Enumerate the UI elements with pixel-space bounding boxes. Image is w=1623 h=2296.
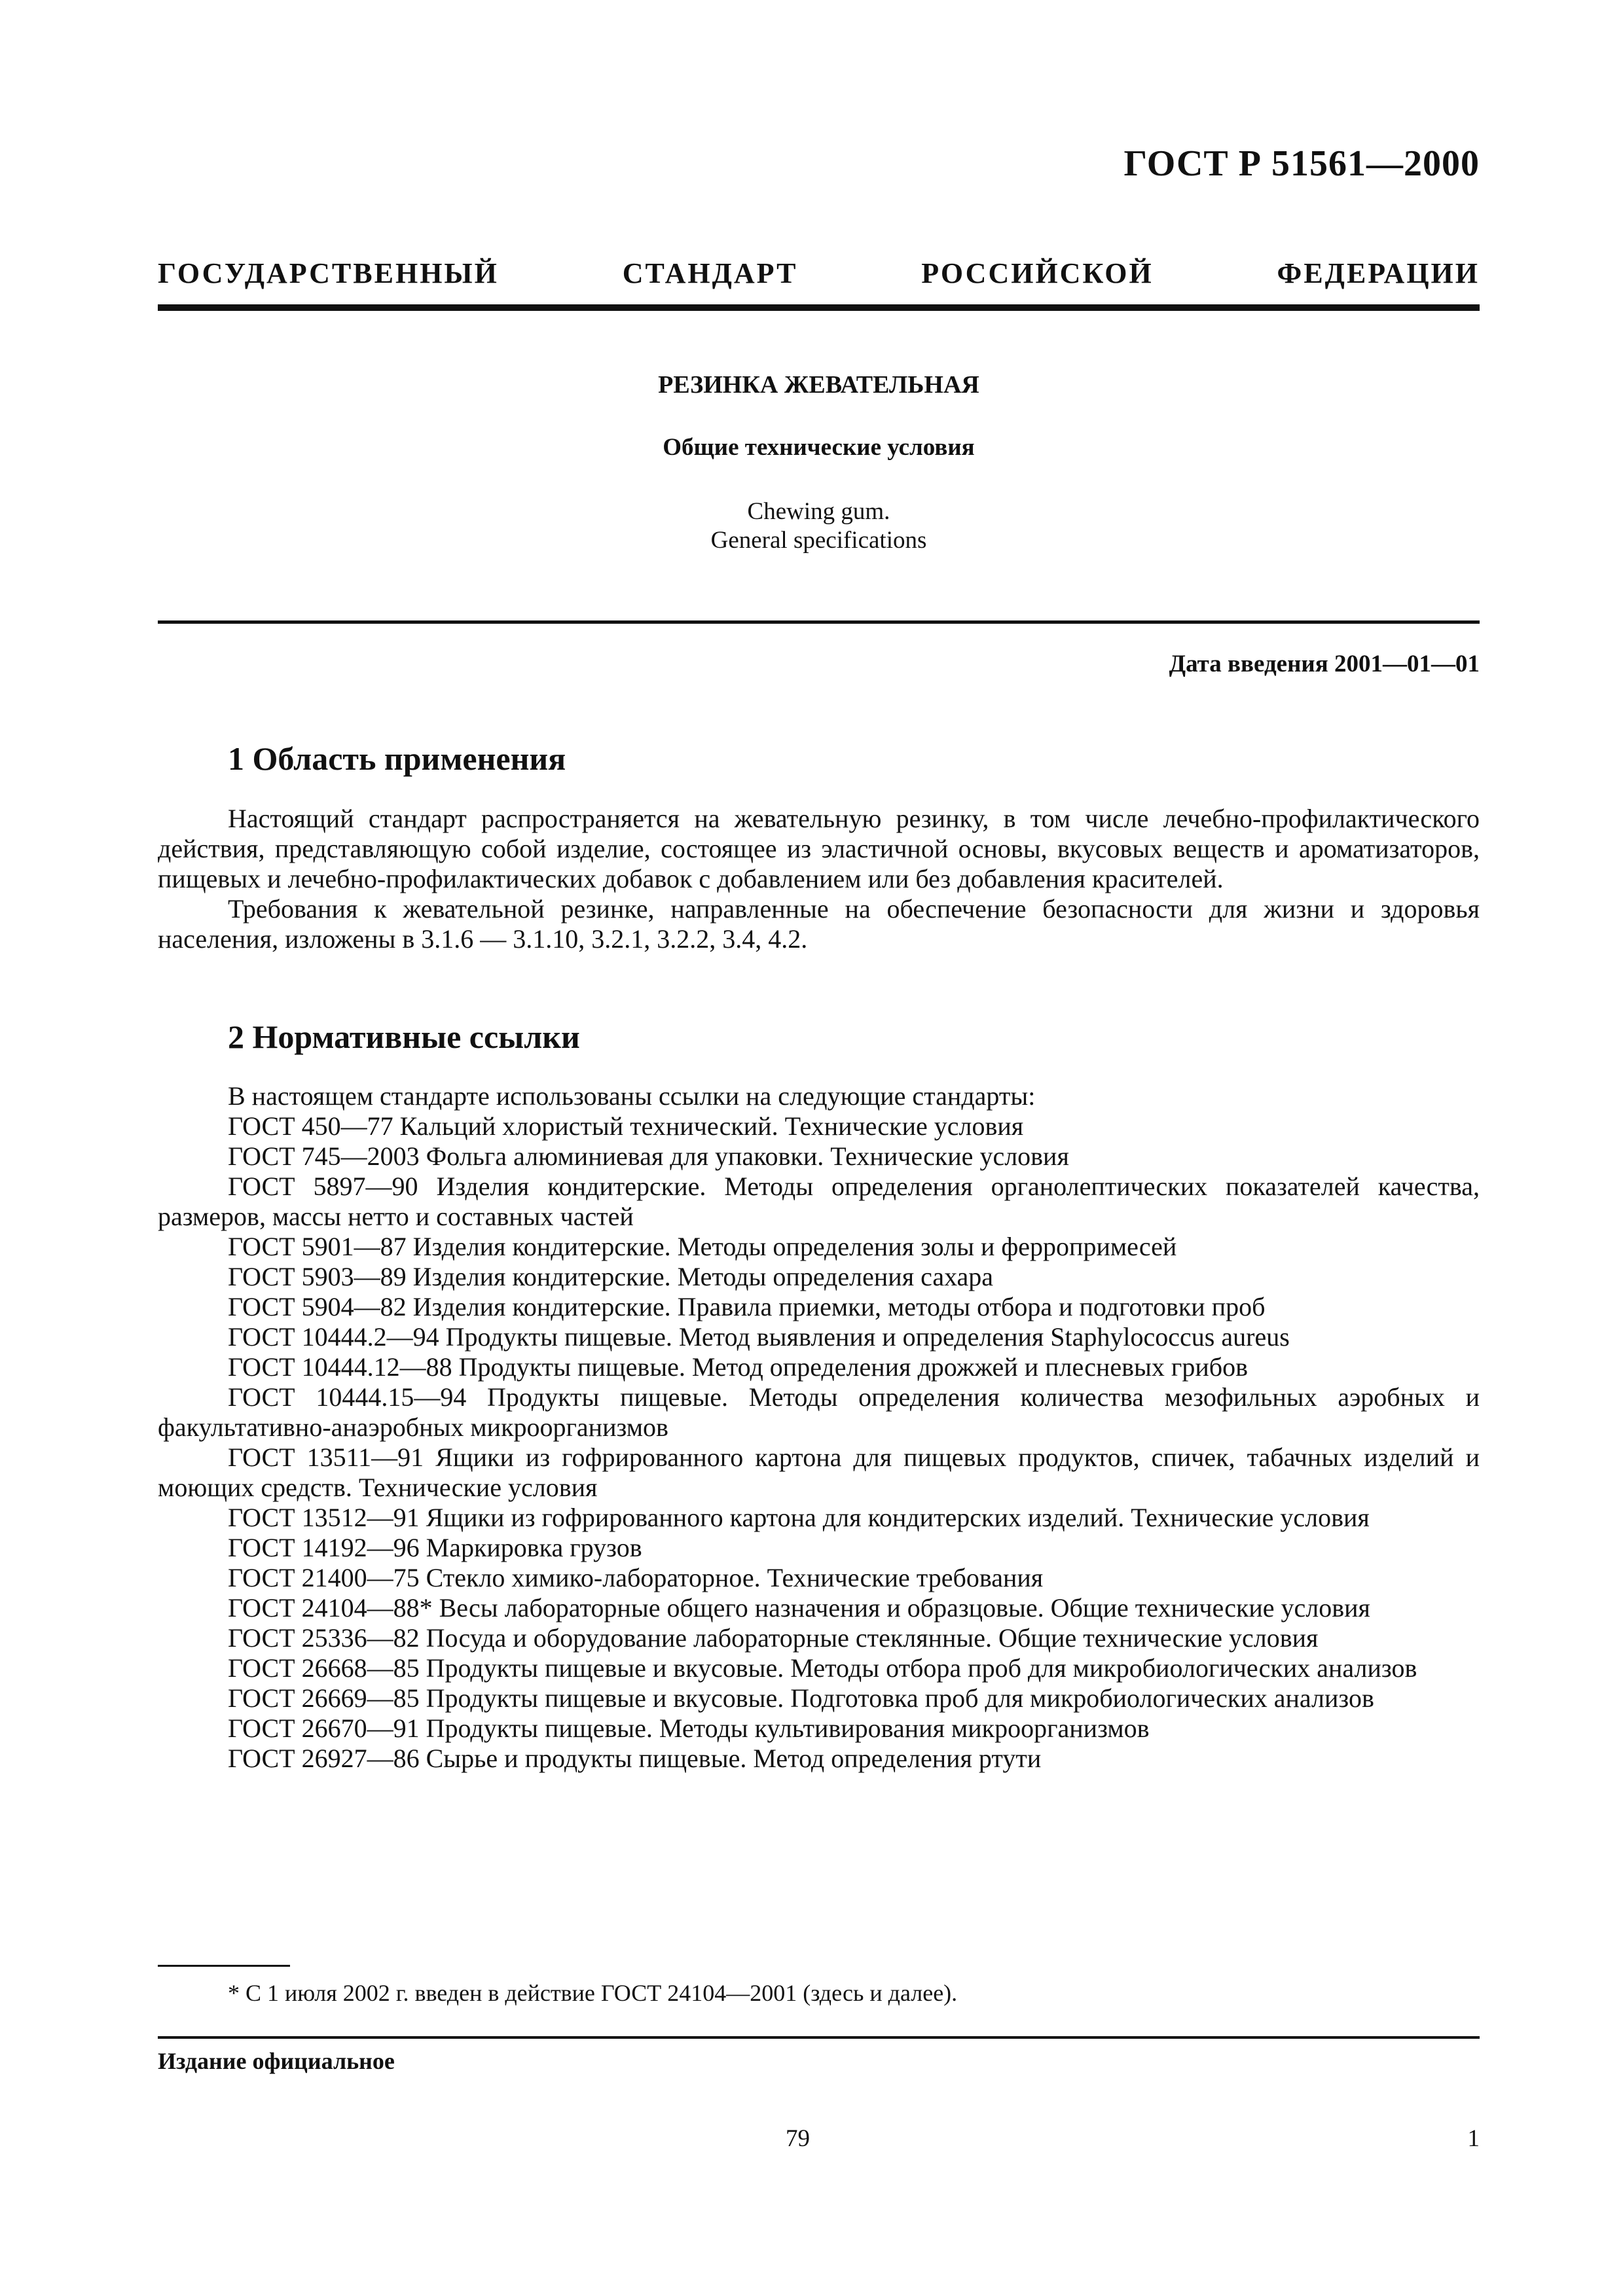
header-divider: [158, 304, 1480, 311]
english-title: [158, 497, 1480, 555]
reference-item: ГОСТ 5901—87 Изделия кондитерские. Методы определения золы и ферропримесей: [228, 1232, 1177, 1261]
section-1-heading: 1 Область применения: [228, 740, 566, 777]
title-divider: [158, 620, 1480, 624]
section-1-paragraph: Настоящий стандарт распространяется на жевательную резинку, в том числе лечебно-профилактического действия, представляющую собой изделие, состоящее из эластичной основы, вкусовых веществ и ароматизаторов, пищевых и лечебно-профилактических добавок с добавлением или без добавления красителей.: [158, 804, 1480, 893]
reference-item: ГОСТ 21400—75 Стекло химико-лабораторное. Технические требования: [228, 1563, 1044, 1592]
reference-item: ГОСТ 10444.15—94 Продукты пищевые. Методы определения количества мезофильных аэробных и факультативно-анаэробных микроорганизмов: [158, 1382, 1480, 1442]
reference-item: ГОСТ 5903—89 Изделия кондитерские. Методы определения сахара: [228, 1262, 994, 1291]
reference-item: ГОСТ 745—2003 Фольга алюминиевая для упаковки. Технические условия: [228, 1141, 1069, 1171]
issuing-agency: ГОСУДАРСТВЕННЫЙ СТАНДАРТ РОССИЙСКОЙ ФЕДЕРАЦИИ: [158, 257, 1480, 289]
reference-item: ГОСТ 26670—91 Продукты пищевые. Методы культивирования микроорганизмов: [228, 1713, 1150, 1743]
reference-item: ГОСТ 14192—96 Маркировка грузов: [228, 1533, 642, 1562]
reference-item: ГОСТ 24104—88* Весы лабораторные общего назначения и образцовые. Общие технические условия: [228, 1593, 1370, 1623]
reference-item: ГОСТ 26927—86 Сырье и продукты пищевые. Метод определения ртути: [228, 1744, 1042, 1773]
reference-item: ГОСТ 10444.2—94 Продукты пищевые. Метод выявления и определения Staphylococcus aureus: [228, 1322, 1290, 1352]
reference-item: ГОСТ 26668—85 Продукты пищевые и вкусовые. Методы отбора проб для микробиологических анализов: [228, 1653, 1417, 1683]
reference-item: ГОСТ 450—77 Кальций хлористый технический. Технические условия: [228, 1111, 1024, 1141]
footnote-divider: [158, 1965, 290, 1967]
section-2-body: [158, 1081, 1480, 1774]
footnote: * С 1 июля 2002 г. введен в действие ГОСТ 24104—2001 (здесь и далее).: [228, 1980, 958, 2006]
section-2-heading: 2 Нормативные ссылки: [228, 1018, 580, 1055]
document-subtitle: Общие технические условия: [663, 434, 975, 461]
reference-item: ГОСТ 5904—82 Изделия кондитерские. Правила приемки, методы отбора и подготовки проб: [228, 1292, 1266, 1321]
section-1-paragraph: Требования к жевательной резинке, направленные на обеспечение безопасности для жизни и здоровья населения, изложены в 3.1.6 — 3.1.10, 3.2.1, 3.2.2, 3.4, 4.2.: [158, 894, 1480, 954]
page-number-center: 79: [786, 2125, 810, 2152]
footer-divider: [158, 2036, 1480, 2039]
page-number-right: 1: [1467, 2125, 1480, 2152]
reference-item: ГОСТ 13512—91 Ящики из гофрированного картона для кондитерских изделий. Технические условия: [228, 1503, 1370, 1532]
reference-item: ГОСТ 10444.12—88 Продукты пищевые. Метод определения дрожжей и плесневых грибов: [228, 1352, 1248, 1382]
references-intro: В настоящем стандарте использованы ссылки на следующие стандарты:: [228, 1081, 1036, 1111]
reference-item: ГОСТ 13511—91 Ящики из гофрированного картона для пищевых продуктов, спичек, табачных изделий и моющих средств. Технические условия: [158, 1443, 1480, 1502]
reference-item: ГОСТ 5897—90 Изделия кондитерские. Методы определения органолептических показателей качества, размеров, массы нетто и составных частей: [158, 1172, 1480, 1231]
document-title: РЕЗИНКА ЖЕВАТЕЛЬНАЯ: [658, 371, 979, 399]
english-title-line-1: Chewing gum.: [747, 498, 890, 525]
english-title-line-2: General specifications: [710, 527, 927, 554]
introduction-date: Дата введения 2001—01—01: [1169, 651, 1480, 677]
reference-item: ГОСТ 25336—82 Посуда и оборудование лабораторные стеклянные. Общие технические условия: [228, 1623, 1319, 1653]
section-1-body: [158, 804, 1480, 954]
document-number: ГОСТ Р 51561—2000: [1123, 143, 1480, 184]
reference-item: ГОСТ 26669—85 Продукты пищевые и вкусовые. Подготовка проб для микробиологических анализов: [228, 1683, 1374, 1713]
edition-label: Издание официальное: [158, 2048, 395, 2074]
